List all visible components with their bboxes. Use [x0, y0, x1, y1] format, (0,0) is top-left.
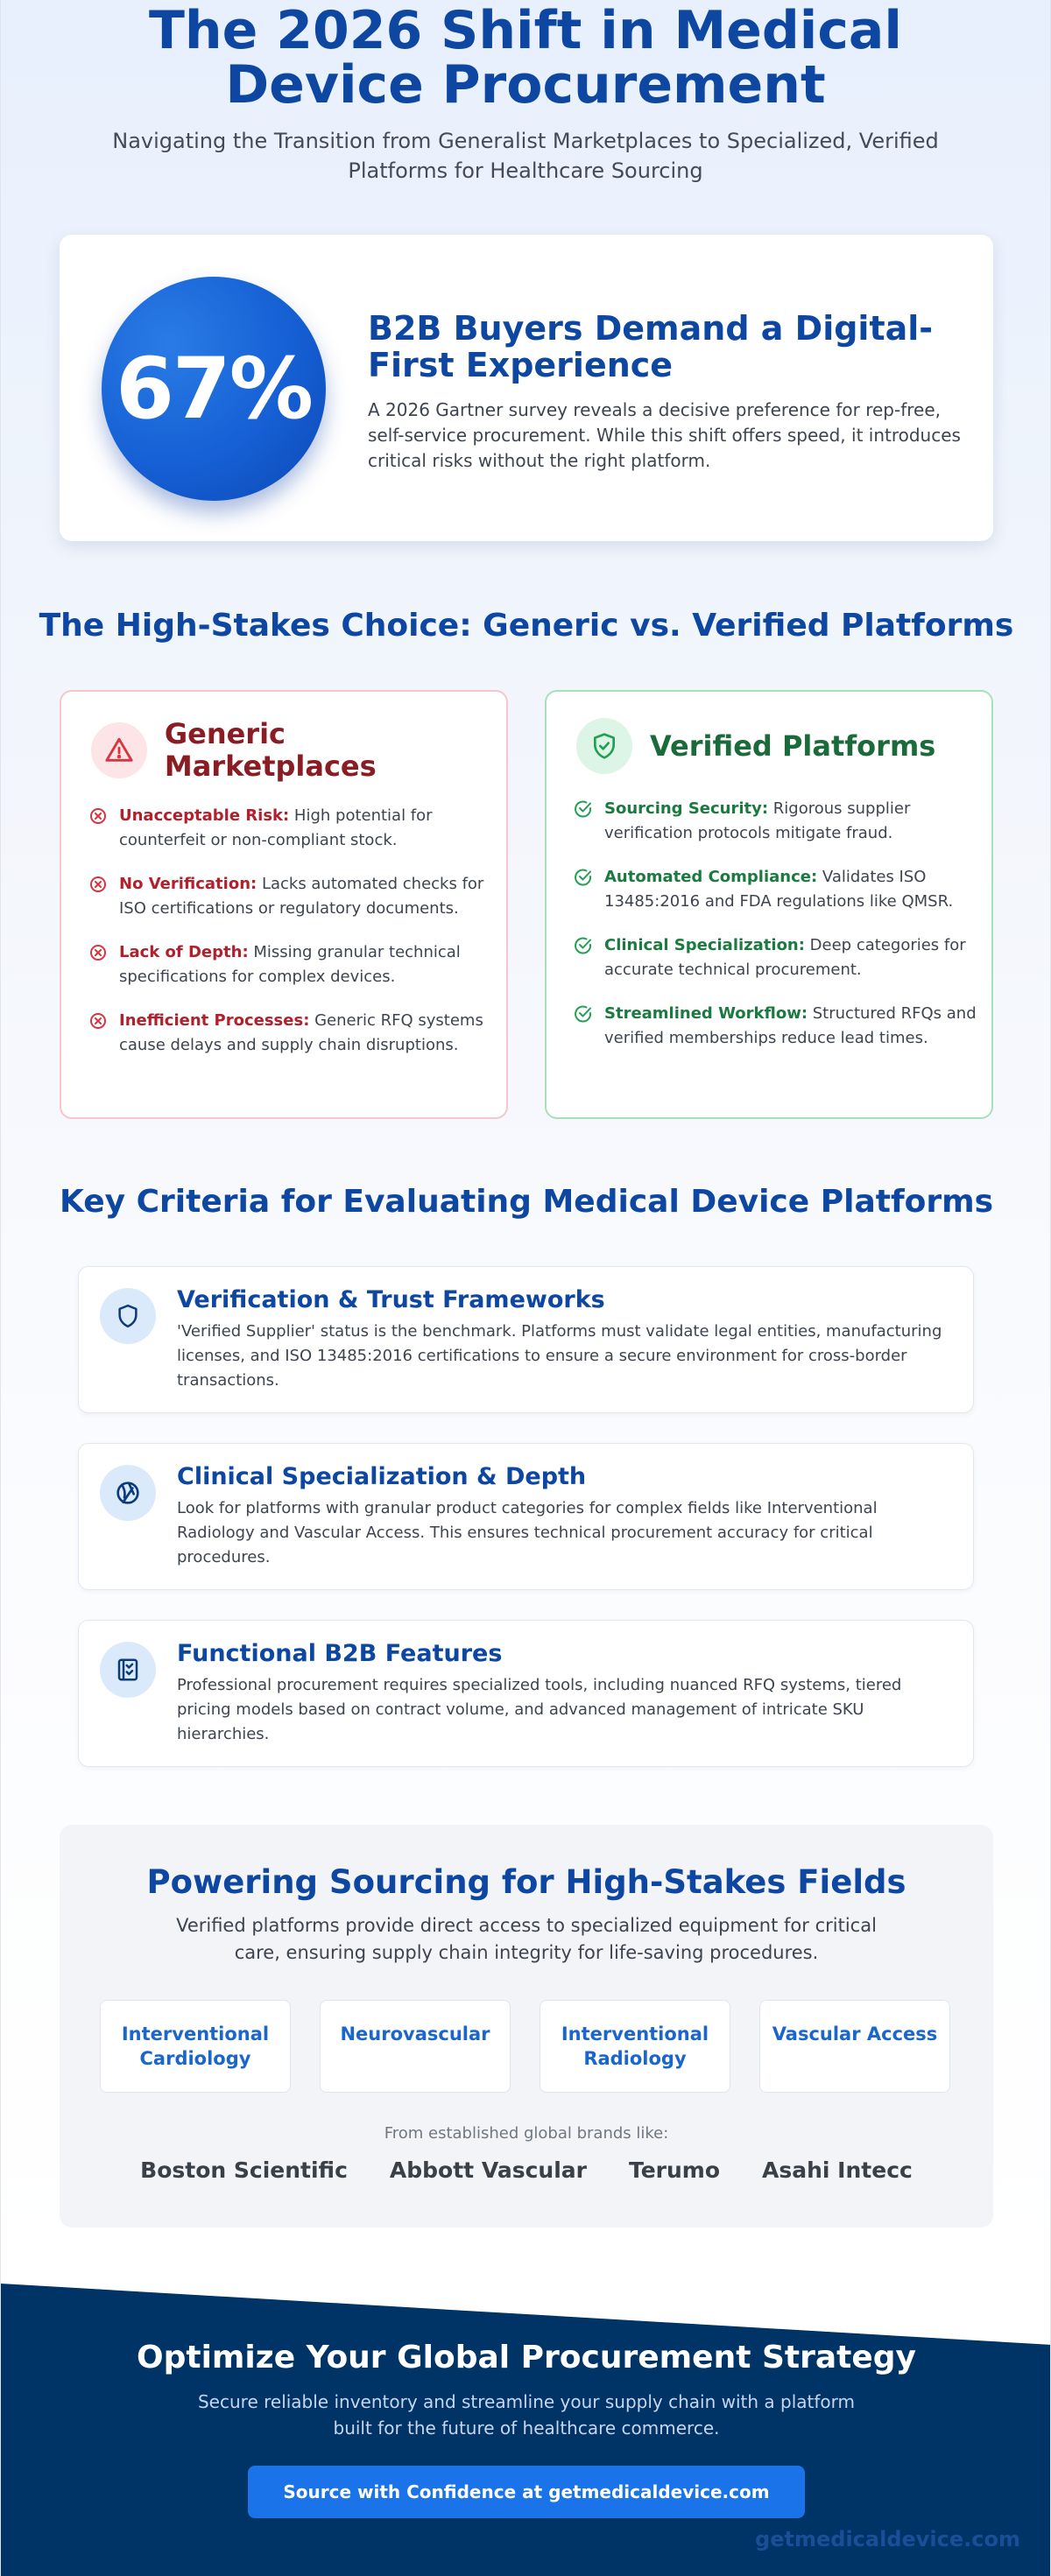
criteria-card-title: Functional B2B Features	[177, 1640, 503, 1667]
list-item	[573, 933, 984, 982]
footer-title: Optimize Your Global Procurement Strategy	[137, 2340, 916, 2375]
page-title: The 2026 Shift in Medical Device Procurement	[149, 0, 902, 116]
brand-name: Terumo	[628, 2157, 721, 2183]
footer-cta-section	[1, 2284, 1051, 2576]
footer-subtitle: Secure reliable inventory and streamline your supply chain with a platform built for the future of healthcare commerce.	[197, 2391, 856, 2439]
generic-card-header	[91, 718, 506, 783]
list-item-text: Clinical Specialization: Deep categories for accurate technical procurement.	[604, 936, 966, 979]
shield-icon	[100, 1288, 156, 1344]
check-circle-icon	[573, 799, 594, 820]
list-item	[573, 797, 984, 846]
verified-platforms-card	[545, 690, 993, 1119]
warning-icon	[91, 722, 147, 778]
brand-name: Boston Scientific	[140, 2157, 348, 2183]
field-tile-interventional-cardiology: Interventional Cardiology	[100, 2000, 291, 2093]
source-with-confidence-button[interactable]: Source with Confidence at getmedicaldevice.com	[248, 2466, 805, 2518]
stat-circle	[102, 277, 326, 501]
list-item-text: Inefficient Processes: Generic RFQ systems cause delays and supply chain disruptions.	[119, 1011, 483, 1054]
stat-value: 67%	[116, 340, 312, 438]
list-item	[88, 804, 490, 853]
criteria-card-body: Professional procurement requires specialized tools, including nuanced RFQ systems, tiered pricing models based on contract volume, and advanced management of intricate SKU hierarchies.	[177, 1676, 902, 1743]
generic-card-title: Generic Marketplaces	[164, 717, 377, 783]
stat-heading: B2B Buyers Demand a Digital-First Experience	[368, 309, 934, 384]
x-circle-icon	[88, 806, 109, 827]
stat-card	[60, 235, 993, 541]
list-item-text: Unacceptable Risk: High potential for counterfeit or non-compliant stock.	[119, 806, 433, 849]
list-item	[88, 940, 490, 989]
criteria-title: Key Criteria for Evaluating Medical Device Platforms	[59, 1184, 994, 1220]
fields-section	[60, 1825, 993, 2228]
brand-name: Abbott Vascular	[389, 2157, 587, 2183]
brands-label: From established global brands like:	[384, 2124, 669, 2143]
verified-benefit-list	[573, 797, 984, 1070]
list-item-text: Automated Compliance: Validates ISO 13485:2016 and FDA regulations like QMSR.	[604, 868, 954, 911]
check-circle-icon	[573, 1003, 594, 1024]
fields-subtitle: Verified platforms provide direct access to specialized equipment for critical care, ensuring supply chain integrity for life-saving procedures.	[176, 1915, 877, 1963]
field-tile-neurovascular: Neurovascular	[320, 2000, 511, 2093]
list-item	[88, 1009, 490, 1058]
brand-name: Asahi Intecc	[762, 2157, 913, 2183]
verified-card-header	[576, 718, 935, 774]
x-circle-icon	[88, 1010, 109, 1031]
stat-text	[368, 310, 963, 474]
criteria-card-specialization	[78, 1443, 974, 1590]
check-circle-icon	[573, 935, 594, 956]
criteria-card-title: Clinical Specialization & Depth	[177, 1463, 587, 1490]
list-item	[88, 872, 490, 921]
field-tile-vascular-access: Vascular Access	[759, 2000, 950, 2093]
list-item-text: No Verification: Lacks automated checks for ISO certifications or regulatory documents.	[119, 875, 484, 918]
generic-marketplaces-card	[60, 690, 508, 1119]
hero	[1, 0, 1050, 186]
criteria-card-body: 'Verified Supplier' status is the benchmark. Platforms must validate legal entities, manufacturing licenses, and ISO 13485:2016 certifications to ensure a secure environment for cross-border transactions.	[177, 1322, 942, 1390]
list-item	[573, 865, 984, 914]
check-circle-icon	[573, 867, 594, 888]
criteria-card-features	[78, 1620, 974, 1767]
field-tile-interventional-radiology: Interventional Radiology	[540, 2000, 730, 2093]
shield-check-icon	[576, 718, 632, 774]
comparison-title: The High-Stakes Choice: Generic vs. Verified Platforms	[39, 608, 1014, 644]
list-item-text: Streamlined Workflow: Structured RFQs and verified memberships reduce lead times.	[604, 1004, 977, 1047]
fields-title: Powering Sourcing for High-Stakes Fields	[146, 1863, 906, 1901]
x-circle-icon	[88, 942, 109, 963]
brand-list	[60, 2157, 993, 2183]
list-item-text: Sourcing Security: Rigorous supplier verification protocols mitigate fraud.	[604, 799, 911, 842]
x-circle-icon	[88, 874, 109, 895]
page-subtitle: Navigating the Transition from Generalist Marketplaces to Specialized, Verified Platforms for Healthcare Sourcing	[112, 129, 939, 183]
criteria-card-verification	[78, 1266, 974, 1413]
stat-body: A 2026 Gartner survey reveals a decisive preference for rep-free, self-service procurement. While this shift offers speed, it introduces critical risks without the right platform.	[368, 399, 961, 471]
watermark: getmedicaldevice.com	[755, 2527, 1020, 2551]
criteria-card-title: Verification & Trust Frameworks	[177, 1286, 605, 1313]
generic-risk-list	[88, 804, 490, 1077]
verified-card-title: Verified Platforms	[650, 728, 936, 763]
criteria-card-body: Look for platforms with granular product categories for complex fields like Interventional Radiology and Vascular Access. This ensures technical procurement accuracy for critical procedures.	[177, 1499, 878, 1566]
list-item	[573, 1002, 984, 1051]
stethoscope-globe-icon	[100, 1465, 156, 1521]
checklist-icon	[100, 1642, 156, 1698]
list-item-text: Lack of Depth: Missing granular technical specifications for complex devices.	[119, 943, 461, 986]
